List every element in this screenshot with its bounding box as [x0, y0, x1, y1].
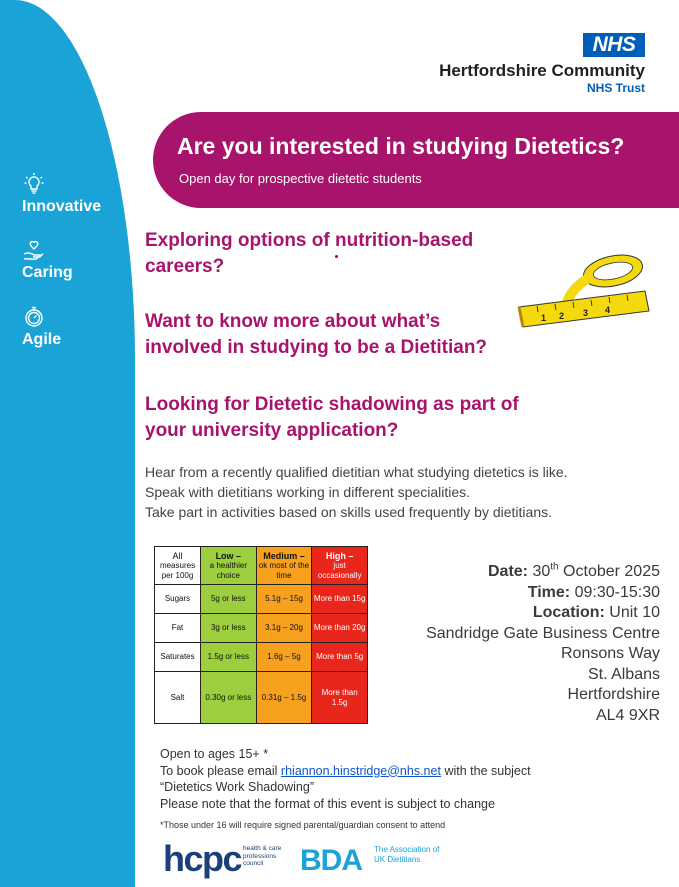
- tape-measure-icon: [517, 245, 662, 330]
- title-banner: [153, 112, 679, 208]
- question-line: Want to know more about what’s: [145, 311, 441, 332]
- date-day: 30: [532, 563, 551, 580]
- question-line: your university application?: [145, 420, 399, 441]
- question-shadowing: [145, 392, 519, 444]
- heart-hand-icon: [22, 238, 46, 262]
- row-name: Sugars: [155, 585, 201, 614]
- low-cell: 5g or less: [201, 585, 257, 614]
- medium-cell: 5.1g – 15g: [256, 585, 312, 614]
- address-line: AL4 9XR: [595, 706, 660, 724]
- value-label: Agile: [22, 331, 62, 348]
- email-subject: “Dietetics Work Shadowing”: [160, 780, 314, 794]
- question-line: involved in studying to be a Dietitian?: [145, 337, 488, 358]
- medium-cell: 1.6g – 5g: [256, 643, 312, 672]
- address-line: Ronsons Way: [561, 645, 660, 662]
- low-cell: 0.30g or less: [201, 672, 257, 724]
- measure-header: All measures per 100g: [155, 547, 201, 585]
- high-cell: More than 20g: [312, 614, 368, 643]
- booking-prefix: To book please email: [160, 763, 278, 778]
- location-value: Unit 10: [609, 604, 660, 621]
- high-cell: More than 5g: [312, 643, 368, 672]
- description-line: Take part in activities based on skills used frequently by dietitians.: [145, 504, 552, 520]
- lightbulb-icon: [22, 172, 46, 196]
- consent-footnote: *Those under 16 will require signed parental/guardian consent to attend: [160, 820, 446, 830]
- date-label: Date:: [487, 563, 528, 580]
- date-suffix: th: [550, 561, 559, 573]
- time-label: Time:: [527, 583, 571, 601]
- booking-suffix: with the subject: [444, 763, 531, 778]
- description-line: Speak with dietitians working in different specialities.: [145, 484, 471, 500]
- medium-cell: 0.31g – 1.5g: [256, 672, 312, 724]
- event-date: [426, 562, 660, 583]
- decorative-dot: [335, 255, 338, 258]
- bda-subtitle: The Association of UK Dietitians: [374, 845, 440, 864]
- question-line: careers?: [145, 256, 225, 277]
- medium-header: Medium – ok most of the time: [256, 547, 312, 585]
- table-row: [155, 614, 368, 643]
- date-rest: October 2025: [563, 563, 660, 580]
- value-agile: [22, 305, 61, 349]
- sidebar: [0, 0, 135, 887]
- value-innovative: [22, 172, 101, 216]
- row-name: Salt: [155, 672, 201, 724]
- question-studying: [145, 309, 487, 361]
- table-row: [155, 585, 368, 614]
- traffic-light-table: [154, 546, 368, 724]
- location-label: Location:: [532, 604, 605, 621]
- medium-cell: 3.1g – 20g: [256, 614, 312, 643]
- high-cell: More than 15g: [312, 585, 368, 614]
- page-title: Are you interested in studying Dietetics?: [177, 133, 625, 159]
- stopwatch-icon: [22, 305, 46, 329]
- format-notice: Please note that the format of this event is subject to change: [160, 796, 495, 811]
- question-careers: [145, 228, 473, 280]
- row-name: Fat: [155, 614, 201, 643]
- question-line: Exploring options of nutrition-based: [145, 230, 474, 251]
- table-header-row: [155, 547, 368, 585]
- hcpc-logo: [163, 840, 293, 878]
- high-header: High – just occasionally: [312, 547, 368, 585]
- description-line: Hear from a recently qualified dietitian what studying dietetics is like.: [145, 464, 568, 480]
- address-line: Hertfordshire: [567, 686, 660, 703]
- svg-text:4: 4: [605, 305, 611, 315]
- org-trust: NHS Trust: [586, 81, 645, 95]
- email-link[interactable]: rhiannon.hinstridge@nhs.net: [280, 763, 441, 778]
- nhs-logo: NHS: [583, 33, 645, 57]
- hcpc-wordmark: hcpc: [163, 838, 242, 879]
- hcpc-subtitle: health & care professions council: [243, 845, 282, 867]
- event-location: [426, 603, 660, 624]
- booking-line: [160, 763, 531, 780]
- svg-text:2: 2: [559, 311, 565, 321]
- low-header: Low – a healthier choice: [201, 547, 257, 585]
- page-subtitle: Open day for prospective dietetic students: [179, 171, 422, 186]
- table-row: [155, 672, 368, 724]
- time-value: 09:30-15:30: [574, 583, 660, 601]
- value-label: Caring: [22, 264, 73, 281]
- svg-text:3: 3: [583, 308, 589, 318]
- description: [145, 462, 568, 522]
- svg-text:1: 1: [541, 313, 547, 323]
- low-cell: 1.5g or less: [201, 643, 257, 672]
- question-line: Looking for Dietetic shadowing as part of: [145, 394, 519, 415]
- value-label: Innovative: [22, 198, 102, 215]
- org-name: Hertfordshire Community: [439, 61, 645, 80]
- event-details: [426, 562, 660, 726]
- value-caring: [22, 238, 73, 282]
- address-line: St. Albans: [587, 665, 660, 683]
- booking-info: [160, 746, 531, 812]
- table-row: [155, 643, 368, 672]
- high-cell: More than 1.5g: [312, 672, 368, 724]
- row-name: Saturates: [155, 643, 201, 672]
- bda-logo: BDA: [300, 844, 362, 877]
- event-time: [426, 583, 660, 604]
- address-line: Sandridge Gate Business Centre: [426, 624, 660, 642]
- age-info: Open to ages 15+ *: [160, 747, 269, 761]
- low-cell: 3g or less: [201, 614, 257, 643]
